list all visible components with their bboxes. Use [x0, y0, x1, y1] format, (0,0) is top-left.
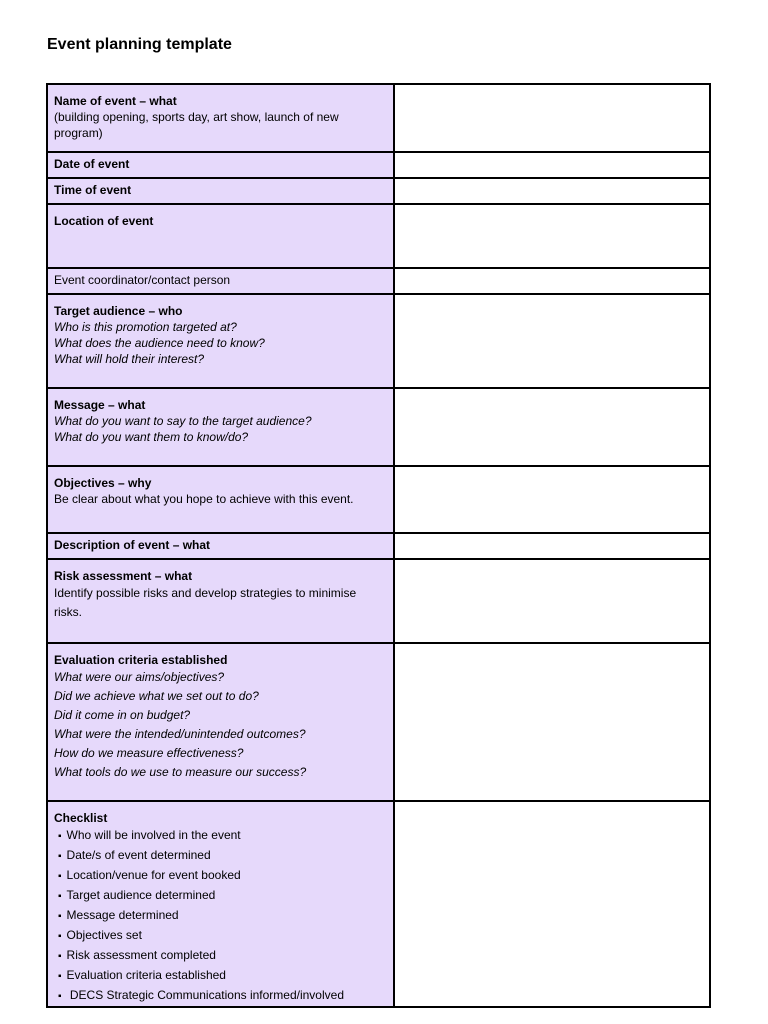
desc-risk: Identify possible risks and develop strategies to minimise risks.: [54, 586, 357, 619]
page-title: Event planning template: [47, 36, 232, 53]
row-event-name: [47, 84, 710, 152]
prompt-audience-1: Who is this promotion targeted at?: [54, 320, 237, 334]
label-objectives: Objectives – why: [54, 476, 152, 490]
label-cell-audience: [47, 294, 394, 388]
checklist-item: ▪ Evaluation criteria established: [54, 966, 387, 986]
prompt-message-1: What do you want to say to the target audience?: [54, 414, 312, 428]
input-message[interactable]: [394, 388, 710, 466]
row-message: [47, 388, 710, 466]
label-description: Description of event – what: [54, 538, 211, 552]
row-evaluation: [47, 643, 710, 801]
input-description[interactable]: [394, 533, 710, 559]
label-event-name: Name of event – what: [54, 94, 177, 108]
input-evaluation[interactable]: [394, 643, 710, 801]
input-audience[interactable]: [394, 294, 710, 388]
input-event-name[interactable]: [394, 84, 710, 152]
label-audience: Target audience – who: [54, 304, 183, 318]
checklist-item: ▪ Who will be involved in the event: [54, 826, 387, 846]
checklist-item: ▪ Objectives set: [54, 926, 387, 946]
prompt-evaluation-3: Did it come in on budget?: [54, 708, 191, 722]
input-coordinator[interactable]: [394, 268, 710, 294]
checklist-item: ▪ Target audience determined: [54, 886, 387, 906]
input-time[interactable]: [394, 178, 710, 204]
label-cell-date: [47, 152, 394, 178]
label-cell-message: [47, 388, 394, 466]
prompt-audience-2: What does the audience need to know?: [54, 336, 265, 350]
checklist-item: ▪ Date/s of event determined: [54, 846, 387, 866]
row-date: [47, 152, 710, 178]
label-cell-location: [47, 204, 394, 268]
input-date[interactable]: [394, 152, 710, 178]
prompt-evaluation-6: What tools do we use to measure our success?: [54, 765, 307, 779]
input-risk[interactable]: [394, 559, 710, 643]
checklist-item: ▪ Message determined: [54, 906, 387, 926]
row-checklist: [47, 801, 710, 1007]
label-cell-evaluation: [47, 643, 394, 801]
label-cell-objectives: [47, 466, 394, 533]
prompt-evaluation-5: How do we measure effectiveness?: [54, 746, 244, 760]
event-planning-table: [46, 83, 711, 1008]
input-location[interactable]: [394, 204, 710, 268]
row-objectives: [47, 466, 710, 533]
label-risk: Risk assessment – what: [54, 569, 193, 583]
checklist-item: ▪ DECS Strategic Communications informed/involved: [54, 986, 387, 1006]
prompt-evaluation-1: What were our aims/objectives?: [54, 670, 225, 684]
label-location: Location of event: [54, 214, 154, 228]
row-description: [47, 533, 710, 559]
label-time: Time of event: [54, 183, 132, 197]
checklist: [54, 826, 387, 1006]
label-cell-risk: [47, 559, 394, 643]
label-date: Date of event: [54, 157, 130, 171]
row-risk: [47, 559, 710, 643]
label-message: Message – what: [54, 398, 146, 412]
label-cell-time: [47, 178, 394, 204]
prompt-audience-3: What will hold their interest?: [54, 352, 205, 366]
input-checklist[interactable]: [394, 801, 710, 1007]
row-time: [47, 178, 710, 204]
label-checklist: Checklist: [54, 811, 108, 825]
row-coordinator: [47, 268, 710, 294]
label-evaluation: Evaluation criteria established: [54, 653, 228, 667]
label-cell-description: [47, 533, 394, 559]
label-cell-event-name: [47, 84, 394, 152]
row-location: [47, 204, 710, 268]
desc-objectives: Be clear about what you hope to achieve with this event.: [54, 492, 354, 506]
checklist-item: ▪ Location/venue for event booked: [54, 866, 387, 886]
row-audience: [47, 294, 710, 388]
label-cell-checklist: [47, 801, 394, 1007]
label-coordinator: Event coordinator/contact person: [54, 273, 231, 287]
input-objectives[interactable]: [394, 466, 710, 533]
checklist-item: ▪ Risk assessment completed: [54, 946, 387, 966]
desc-event-name: (building opening, sports day, art show, launch of new program): [54, 110, 339, 140]
label-cell-coordinator: [47, 268, 394, 294]
prompt-evaluation-2: Did we achieve what we set out to do?: [54, 689, 259, 703]
prompt-evaluation-4: What were the intended/unintended outcomes?: [54, 727, 306, 741]
prompt-message-2: What do you want them to know/do?: [54, 430, 249, 444]
